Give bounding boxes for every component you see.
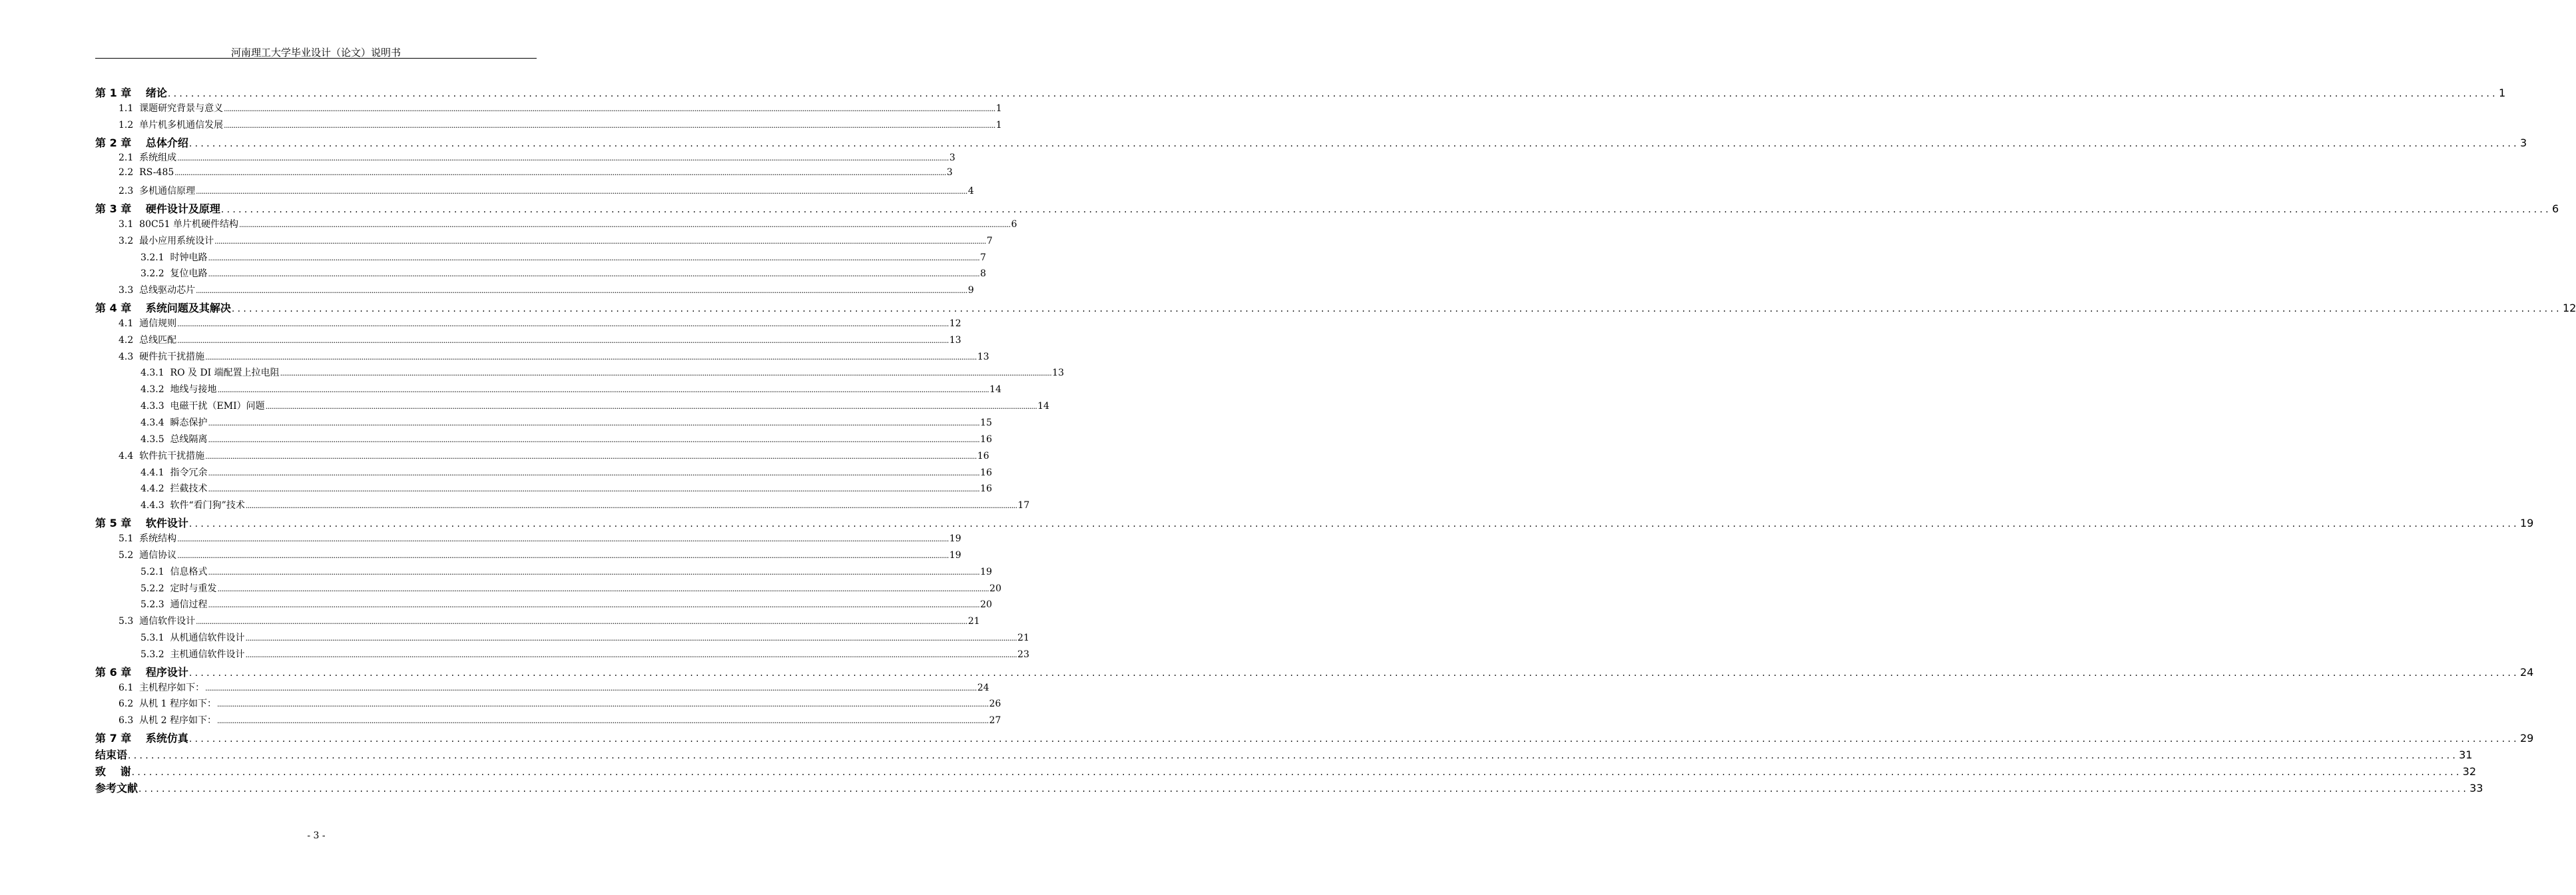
- toc-chapter-entry: [95, 515, 2534, 530]
- toc-leader-dots: ................................................................................................................................................................................................................................................................................................................................................................................................................: [208, 253, 980, 262]
- toc-entry-page: 20: [980, 599, 992, 611]
- toc-entry-page: 26: [989, 699, 1001, 710]
- toc-subsection-entry: [140, 250, 987, 264]
- toc-entry-page: 24: [2519, 665, 2534, 679]
- toc-entry-page: 29: [2519, 732, 2534, 745]
- toc-subsection-entry: [140, 382, 1001, 396]
- toc-leader-dots: ................................................................................................................................................................................................................................................................................................................................................................................................................: [216, 700, 989, 709]
- toc-section-entry: [119, 531, 961, 545]
- toc-section-entry: [119, 217, 1017, 230]
- toc-leader-dots: ................................................................................................................................................................................................................................................................................................................................................................................................................: [167, 89, 2498, 99]
- toc-entry-label: 3.2.2 复位电路: [140, 268, 208, 280]
- page-number: - 3 -: [307, 830, 326, 841]
- toc-leader-dots: ................................................................................................................................................................................................................................................................................................................................................................................................................: [245, 650, 1017, 659]
- toc-leader-dots: ................................................................................................................................................................................................................................................................................................................................................................................................................: [131, 766, 2462, 778]
- toc-entry-label: 4.3.3 电磁干扰（EMI）问题: [140, 401, 265, 412]
- toc-section-entry: [119, 184, 974, 197]
- toc-entry-page: 32: [2462, 764, 2477, 778]
- toc-entry-label: 1.1 课题研究背景与意义: [119, 103, 224, 114]
- toc-entry-label: 3.2 最小应用系统设计: [119, 235, 214, 246]
- toc-section-entry: [119, 167, 953, 178]
- toc-leader-dots: ................................................................................................................................................................................................................................................................................................................................................................................................................: [238, 220, 1011, 229]
- toc-leader-dots: ................................................................................................................................................................................................................................................................................................................................................................................................................: [188, 138, 2519, 149]
- toc-leader-dots: ................................................................................................................................................................................................................................................................................................................................................................................................................: [138, 783, 2469, 794]
- toc-entry-label: 4.4.3 软件“看门狗”技术: [140, 500, 245, 511]
- toc-leader-dots: ................................................................................................................................................................................................................................................................................................................................................................................................................: [208, 270, 980, 279]
- toc-entry-page: 21: [1017, 633, 1029, 644]
- toc-subsection-entry: [140, 416, 992, 429]
- toc-chapter-entry: [95, 135, 2527, 150]
- toc-chapter-entry: [95, 664, 2534, 679]
- toc-entry-label: 参考文献: [95, 781, 138, 794]
- toc-section-entry: [119, 234, 993, 247]
- toc-entry-label: 5.2 通信协议: [119, 549, 177, 561]
- toc-entry-label: 3.2.1 时钟电路: [140, 252, 208, 263]
- toc-chapter-entry: [95, 746, 2473, 762]
- toc-entry-label: 5.2.2 定时与重发: [140, 583, 217, 594]
- toc-entry-page: 23: [1017, 649, 1029, 660]
- toc-entry-label: 4.2 总线匹配: [119, 334, 177, 346]
- toc-entry-label: 6.2 从机 1 程序如下：: [119, 699, 216, 710]
- toc-entry-page: 7: [986, 235, 993, 246]
- toc-entry-page: 1: [995, 103, 1002, 114]
- toc-entry-page: 6: [2551, 202, 2559, 215]
- toc-leader-dots: ................................................................................................................................................................................................................................................................................................................................................................................................................: [231, 304, 2562, 315]
- toc-entry-label: 5.1 系统结构: [119, 533, 177, 544]
- toc-leader-dots: ................................................................................................................................................................................................................................................................................................................................................................................................................: [177, 534, 949, 543]
- toc-entry-label: 4.4.2 拦截技术: [140, 483, 208, 495]
- toc-leader-dots: ................................................................................................................................................................................................................................................................................................................................................................................................................: [220, 204, 2551, 215]
- toc-entry-label: 6.1 主机程序如下：: [119, 682, 205, 693]
- toc-entry-label: 第 2 章 总体介绍: [95, 136, 188, 149]
- toc-entry-label: 3.3 总线驱动芯片: [119, 285, 196, 296]
- toc-leader-dots: ................................................................................................................................................................................................................................................................................................................................................................................................................: [174, 168, 946, 178]
- toc-entry-page: 6: [1011, 218, 1017, 230]
- toc-entry-page: 4: [967, 186, 974, 197]
- toc-leader-dots: ................................................................................................................................................................................................................................................................................................................................................................................................................: [245, 501, 1017, 511]
- toc-entry-label: 6.3 从机 2 程序如下：: [119, 715, 216, 727]
- toc-subsection-entry: [140, 647, 1029, 661]
- toc-section-entry: [119, 118, 1002, 131]
- toc-entry-label: 4.3.1 RO 及 DI 端配置上拉电阻: [140, 368, 280, 379]
- toc-entry-label: 3.1 80C51 单片机硬件结构: [119, 218, 238, 230]
- toc-entry-page: 13: [977, 351, 989, 362]
- toc-leader-dots: ................................................................................................................................................................................................................................................................................................................................................................................................................: [208, 468, 980, 477]
- toc-entry-page: 19: [2519, 517, 2534, 530]
- toc-entry-page: 17: [1017, 500, 1030, 511]
- toc-entry-label: 1.2 单片机多机通信发展: [119, 119, 224, 131]
- toc-entry-page: 14: [1037, 401, 1050, 412]
- toc-entry-label: 第 3 章 硬件设计及原理: [95, 202, 220, 215]
- toc-section-entry: [119, 283, 974, 296]
- toc-leader-dots: ................................................................................................................................................................................................................................................................................................................................................................................................................: [188, 734, 2519, 745]
- toc-entry-label: 第 6 章 程序设计: [95, 665, 188, 679]
- toc-leader-dots: ................................................................................................................................................................................................................................................................................................................................................................................................................: [217, 584, 989, 593]
- toc-entry-page: 20: [989, 583, 1001, 594]
- toc-leader-dots: ................................................................................................................................................................................................................................................................................................................................................................................................................: [205, 451, 977, 461]
- toc-leader-dots: ................................................................................................................................................................................................................................................................................................................................................................................................................: [216, 717, 989, 726]
- toc-entry-label: 结束语: [95, 748, 128, 761]
- toc-subsection-entry: [140, 432, 992, 446]
- toc-entry-page: 33: [2469, 781, 2483, 794]
- toc-subsection-entry: [140, 631, 1029, 644]
- toc-leader-dots: ................................................................................................................................................................................................................................................................................................................................................................................................................: [177, 551, 949, 560]
- toc-leader-dots: ................................................................................................................................................................................................................................................................................................................................................................................................................: [214, 236, 986, 246]
- toc-leader-dots: ................................................................................................................................................................................................................................................................................................................................................................................................................: [205, 683, 977, 693]
- toc-entry-page: 8: [980, 268, 987, 280]
- toc-leader-dots: ................................................................................................................................................................................................................................................................................................................................................................................................................: [177, 336, 949, 345]
- toc-leader-dots: ................................................................................................................................................................................................................................................................................................................................................................................................................: [205, 352, 977, 362]
- toc-section-entry: [119, 333, 961, 346]
- toc-chapter-entry: [95, 85, 2506, 100]
- toc-entry-page: 16: [980, 434, 992, 445]
- toc-leader-dots: ................................................................................................................................................................................................................................................................................................................................................................................................................: [224, 104, 995, 113]
- toc-entry-page: 3: [2519, 136, 2527, 149]
- toc-leader-dots: ................................................................................................................................................................................................................................................................................................................................................................................................................: [196, 286, 967, 296]
- toc-subsection-entry: [140, 266, 987, 280]
- toc-entry-page: 13: [1052, 368, 1065, 379]
- toc-section-entry: [119, 101, 1002, 115]
- toc-entry-page: 9: [967, 285, 974, 296]
- toc-leader-dots: ................................................................................................................................................................................................................................................................................................................................................................................................................: [245, 634, 1017, 643]
- toc-entry-label: 5.2.1 信息格式: [140, 566, 208, 577]
- toc-leader-dots: ................................................................................................................................................................................................................................................................................................................................................................................................................: [208, 601, 980, 610]
- toc-entry-page: 12: [949, 318, 961, 329]
- toc-entry-label: 第 7 章 系统仿真: [95, 732, 188, 745]
- toc-section-entry: [119, 697, 1001, 710]
- toc-entry-page: 14: [989, 384, 1001, 396]
- toc-subsection-entry: [140, 565, 992, 578]
- toc-leader-dots: ................................................................................................................................................................................................................................................................................................................................................................................................................: [188, 667, 2519, 679]
- toc-entry-label: 4.4.1 指令冗余: [140, 467, 208, 478]
- toc-entry-page: 3: [949, 152, 955, 164]
- toc-entry-page: 13: [949, 334, 961, 346]
- toc-section-entry: [119, 150, 955, 164]
- toc-entry-label: 5.3.1 从机通信软件设计: [140, 633, 245, 644]
- toc-chapter-entry: [95, 730, 2534, 745]
- toc-entry-label: 2.2 RS-485: [119, 167, 174, 178]
- toc-subsection-entry: [140, 366, 1065, 379]
- toc-entry-page: 19: [949, 533, 961, 544]
- toc-entry-page: 16: [980, 483, 992, 495]
- toc-entry-label: 2.1 系统组成: [119, 152, 177, 164]
- toc-entry-page: 15: [980, 418, 992, 428]
- toc-entry-label: 第 1 章 绪论: [95, 87, 167, 99]
- toc-leader-dots: ................................................................................................................................................................................................................................................................................................................................................................................................................: [208, 567, 980, 577]
- toc-leader-dots: ................................................................................................................................................................................................................................................................................................................................................................................................................: [128, 750, 2459, 761]
- toc-leader-dots: ................................................................................................................................................................................................................................................................................................................................................................................................................: [217, 386, 989, 395]
- toc-subsection-entry: [140, 465, 992, 479]
- toc-leader-dots: ................................................................................................................................................................................................................................................................................................................................................................................................................: [177, 319, 949, 328]
- toc-chapter-entry: [95, 780, 2483, 795]
- toc-subsection-entry: [140, 581, 1001, 595]
- toc-entry-label: 第 5 章 软件设计: [95, 517, 188, 530]
- toc-entry-page: 19: [949, 549, 961, 561]
- toc-leader-dots: ................................................................................................................................................................................................................................................................................................................................................................................................................: [196, 187, 967, 196]
- toc-entry-page: 19: [980, 566, 992, 577]
- toc-section-entry: [119, 713, 1001, 727]
- toc-chapter-entry: [95, 200, 2559, 216]
- toc-leader-dots: ................................................................................................................................................................................................................................................................................................................................................................................................................: [188, 519, 2519, 530]
- toc-entry-label: 4.3.2 地线与接地: [140, 384, 217, 396]
- toc-subsection-entry: [140, 498, 1030, 511]
- toc-entry-label: 4.1 通信规则: [119, 318, 177, 329]
- toc-entry-page: 21: [967, 616, 980, 627]
- toc-entry-page: 24: [977, 682, 989, 693]
- toc-entry-label: 2.3 多机通信原理: [119, 186, 196, 197]
- toc-leader-dots: ................................................................................................................................................................................................................................................................................................................................................................................................................: [265, 402, 1037, 412]
- toc-section-entry: [119, 350, 989, 363]
- toc-section-entry: [119, 548, 961, 561]
- toc-entry-page: 1: [995, 119, 1002, 131]
- toc-subsection-entry: [140, 597, 992, 611]
- toc-entry-page: 27: [989, 715, 1001, 727]
- toc-entry-label: 4.4 软件抗干扰措施: [119, 450, 205, 461]
- toc-entry-label: 4.3.4 瞬态保护: [140, 418, 208, 428]
- toc-entry-label: 4.3.5 总线隔离: [140, 434, 208, 445]
- toc-subsection-entry: [140, 481, 992, 495]
- toc-entry-page: 12: [2562, 302, 2576, 315]
- toc-entry-page: 1: [2498, 87, 2506, 99]
- toc-chapter-entry: [95, 300, 2576, 315]
- toc-entry-label: 第 4 章 系统问题及其解决: [95, 302, 231, 315]
- toc-entry-label: 5.3.2 主机通信软件设计: [140, 649, 245, 660]
- toc-chapter-entry: [95, 763, 2477, 778]
- toc-section-entry: [119, 614, 980, 627]
- toc-subsection-entry: [140, 399, 1050, 412]
- toc-leader-dots: ................................................................................................................................................................................................................................................................................................................................................................................................................: [208, 419, 980, 428]
- header-rule: [95, 58, 537, 59]
- toc-leader-dots: ................................................................................................................................................................................................................................................................................................................................................................................................................: [208, 435, 980, 444]
- toc-section-entry: [119, 449, 989, 462]
- toc-leader-dots: ................................................................................................................................................................................................................................................................................................................................................................................................................: [224, 121, 995, 130]
- toc-entry-label: 致 谢: [95, 764, 131, 778]
- toc-entry-label: 5.3 通信软件设计: [119, 616, 196, 627]
- toc-entry-page: 7: [980, 252, 987, 263]
- page-header-title: 河南理工大学毕业设计（论文）说明书: [230, 47, 401, 59]
- toc-entry-label: 4.3 硬件抗干扰措施: [119, 351, 205, 362]
- toc-leader-dots: ................................................................................................................................................................................................................................................................................................................................................................................................................: [177, 154, 949, 163]
- toc-section-entry: [119, 681, 989, 694]
- toc-entry-page: 16: [977, 450, 989, 461]
- toc-entry-page: 16: [980, 467, 992, 478]
- toc-entry-page: 3: [946, 167, 953, 178]
- toc-section-entry: [119, 316, 961, 330]
- toc-entry-page: 31: [2459, 748, 2473, 761]
- toc-entry-label: 5.2.3 通信过程: [140, 599, 208, 611]
- toc-leader-dots: ................................................................................................................................................................................................................................................................................................................................................................................................................: [280, 369, 1052, 378]
- toc-leader-dots: ................................................................................................................................................................................................................................................................................................................................................................................................................: [196, 617, 967, 627]
- toc-leader-dots: ................................................................................................................................................................................................................................................................................................................................................................................................................: [208, 485, 980, 494]
